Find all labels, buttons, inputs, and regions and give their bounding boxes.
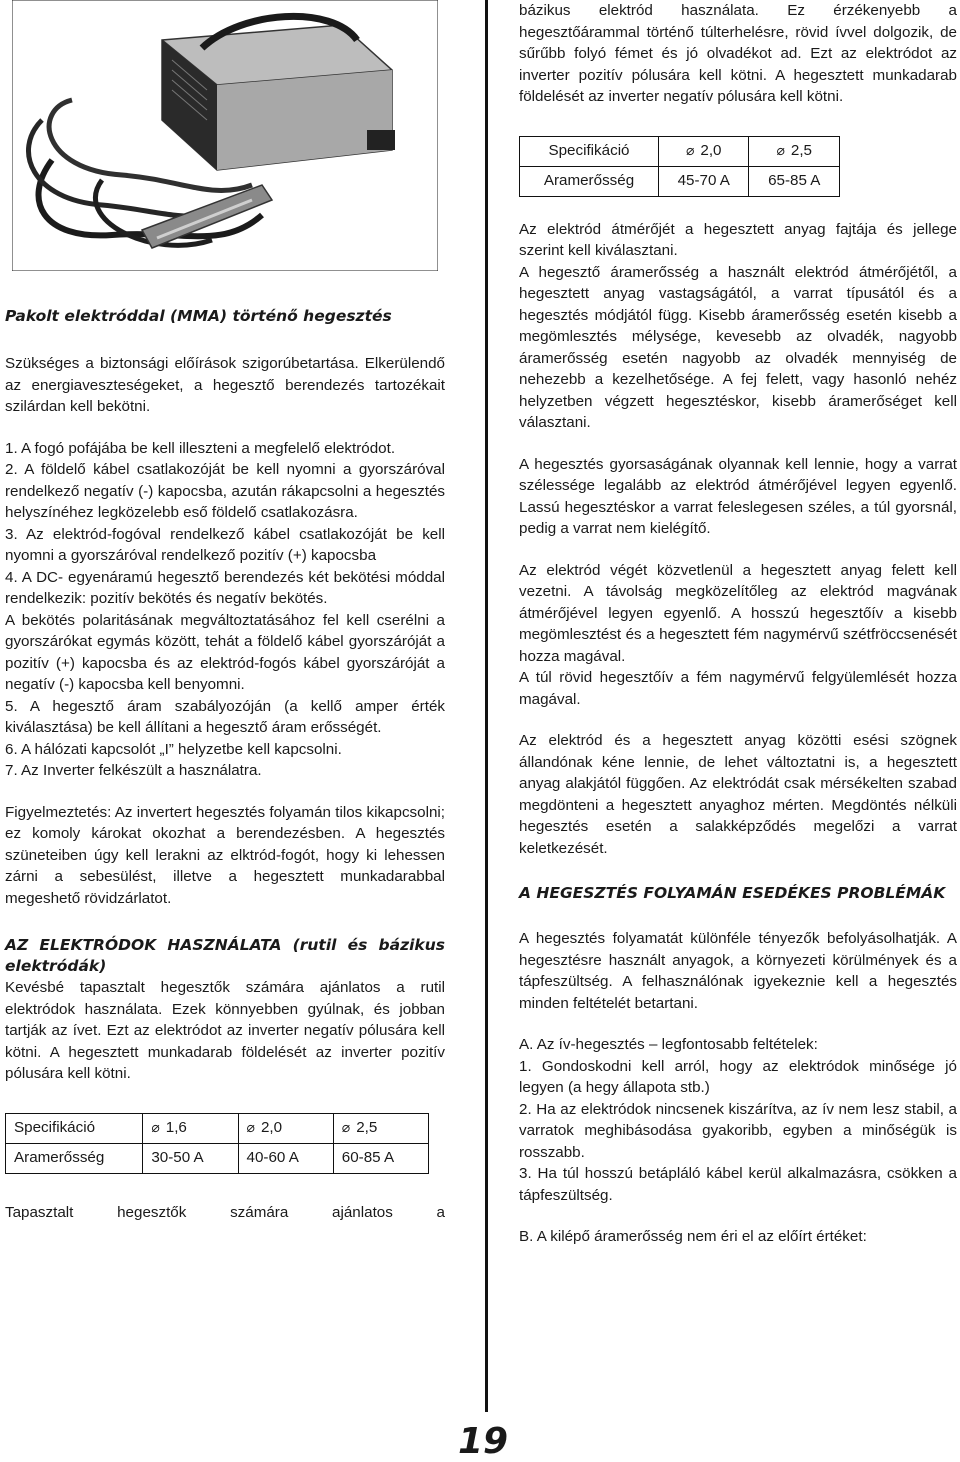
list-item: 3. Ha túl hosszú betápláló kábel kerül alkalmazásra, csökken a tápfeszültség. xyxy=(519,1165,957,1204)
section-b-title: B. A kilépő áramerősség nem éri el az előírt értéket: xyxy=(519,1228,867,1245)
step-3: 3. Az elektród-fogóval rendelkező kábel csatlakozóját be kell nyomni a gyorszáróval rendelkező pozitív (+) kapocsba xyxy=(5,525,445,564)
polarity-note: A bekötés polaritásának megváltoztatásához fel kell cserélni a gyorszárókat egymás között, tehát a földelő kábel gyorszáróját a pozitív (+) kapocsba és az elektród-fogós kábel gyorszáróját a negatív (-) kapocsba kell benyomni. xyxy=(5,611,445,693)
rutil-text: Kevésbé tapasztalt hegesztők számára ajánlatos a rutil elektródok használata. Ezek könnyebben gyúlnak, és jobban tartják az ívet. Ezt az elektródot az inverter negatív pólusára kell kötni. A hegesztett munkadarab földelését az inverter pozitív pólusára kell kötni. xyxy=(5,979,445,1082)
table-row xyxy=(6,1113,429,1143)
step-2: 2. A földelő kábel csatlakozóját be kell nyomni a gyorszáróval rendelkező negatív (-) kapocsba, azután rákapcsolni a hegesztés helyszínéhez legközelebb eső földelő csatlakozásra. xyxy=(5,461,445,521)
problems-heading: A HEGESZTÉS FOLYAMÁN ESEDÉKES PROBLÉMÁK xyxy=(519,884,946,902)
mma-intro: Szükséges a biztonsági előírások szigorúbetartása. Elkerülendő az energiaveszteségeket, a hegesztő berendezés tartozékait szilárdan kell bekötni. xyxy=(5,355,445,415)
diameter-icon: ⌀ xyxy=(151,1119,160,1136)
table-cell: 60-85 A xyxy=(333,1143,428,1173)
paragraph: A túl rövid hegesztőív a fém nagymérvű felgyülemlését hozza magával. xyxy=(519,669,957,708)
table-cell: ⌀ 2,5 xyxy=(333,1113,428,1143)
tail-text: Tapasztalt hegesztők számára ajánlatos a xyxy=(5,1203,445,1221)
step-5: 5. A hegesztő áram szabályozóján (a kellő amper érték kiválasztása) be kell állítani a hegesztő áram erősségét. xyxy=(5,697,445,736)
warning-text: Figyelmeztetés: Az invertert hegesztés folyamán tilos kikapcsolni; ez komoly károkat okozhat a berendezésben. A hegesztés szüneteiben úgy kell lerakni az elktród-fogót, hogy ki lehessen zárni a sebesülést, illetve a hegesztett munkadarabbal megeshető rövidzárlatot. xyxy=(5,803,445,907)
column-divider xyxy=(485,0,488,1412)
table-cell: Specifikáció xyxy=(6,1113,143,1143)
mma-heading: Pakolt elektróddal (MMA) történő hegesztés xyxy=(5,307,392,325)
table-cell: Specifikáció xyxy=(520,136,659,166)
table-cell: Aramerősség xyxy=(520,166,659,196)
page-number: 19 xyxy=(458,1421,509,1462)
section-a-title: A. Az ív-hegesztés – legfontosabb feltételek: xyxy=(519,1036,818,1053)
spec-table-bazikus xyxy=(519,136,840,197)
step-6: 6. A hálózati kapcsolót „I” helyzetbe kell kapcsolni. xyxy=(5,740,342,758)
diameter-icon: ⌀ xyxy=(685,142,695,159)
bazikus-text: bázikus elektród használata. Ez érzékenyebb a hegesztőárammal történő túlterhelésre, rövid ívvel dolgozik, de sűrűbb folyó fémet és jó olvadékot ad. Ezt az elektródot az inverter pozitív pólusára kell kötni. A hegesztett munkadarab földelését az inverter negatív pólusára kell kötni. xyxy=(519,2,957,105)
table-row xyxy=(520,166,840,196)
table-cell: ⌀ 1,6 xyxy=(143,1113,238,1143)
step-7: 7. Az Inverter felkészült a használatra. xyxy=(5,762,262,779)
paragraph: A hegesztő áramerősség a használt elektród átmérőjétől, a hegesztett anyag vastagságától, a varrat típusától és a hegesztés módjától függ. Kisebb áramerősség esetén kisebb a megömlesztés mélysége, kevesebb az olvadék, nagyobb áramerősség esetén nagyobb az olvadék mennyiség de nehezebb a kezelhetősége. A fej felett, vagy hasonló nehéz helyzetben végzett hegesztéskor, kisebb áramerőséget kell választani. xyxy=(519,263,957,431)
paragraph: A hegesztés folyamatát különféle tényezők befolyásolhatják. A hegesztésre használt anyagok, a környezeti körülmények és a tápfeszültség. A felhasználónak igyekeznie kell a hegesztés minden feltételét betartani. xyxy=(519,930,957,1012)
table-row xyxy=(520,136,840,166)
paragraph: A hegesztés gyorsaságának olyannak kell lennie, hogy a varrat szélessége legalább az elektród átmérőjével legyen egyenlő. Lassú hegesztéskor a varrat feleslegesen széles, a túl gyorsnál, pedig a varrat nem kielégítő. xyxy=(519,455,957,537)
electrodes-heading: AZ ELEKTRÓDOK HASZNÁLATA (rutil és bázikus elektródák) xyxy=(5,936,445,975)
paragraph: Az elektród végét közvetlenül a hegesztett anyag felett kell vezetni. A távolság megközelítőleg az elektród magvának átmérőjével legyen egyenlő. A hosszú hegesztőív a kisebb megömlesztést és a hegesztett fém nagymérvű szétfröccsenését hozza magával. xyxy=(519,561,957,665)
table-cell: ⌀ 2,5 xyxy=(749,136,840,166)
diameter-icon: ⌀ xyxy=(776,142,785,159)
paragraph: Az elektród és a hegesztett anyag közötti esési szögnek állandónak kéne lennie, de lehet változtatni is, a hegesztett anyag alakjától függően. Az elektródát csak mérsékelten szabad megdönteni a hegesztett anyaghoz mérten. Megdöntés nélküli hegesztés esetén a salakképződés megelőzi a varrat keletkezését. xyxy=(519,732,957,857)
table-cell: ⌀ 2,0 xyxy=(659,136,749,166)
diameter-icon: ⌀ xyxy=(341,1119,351,1136)
table-cell: 40-60 A xyxy=(238,1143,333,1173)
table-row xyxy=(6,1143,429,1173)
table-cell: Aramerősség xyxy=(6,1143,143,1173)
table-cell: 30-50 A xyxy=(143,1143,238,1173)
table-cell: 65-85 A xyxy=(749,166,840,196)
welder-photo xyxy=(12,0,438,271)
list-item: 2. Ha az elektródok nincsenek kiszárítva, az ív nem lesz stabil, a varratok meghibásodása gyakoribb, egyben a minőségük is rosszabb. xyxy=(519,1100,957,1161)
right-column xyxy=(519,0,957,1248)
step-1: 1. A fogó pofájába be kell illeszteni a megfelelő elektródot. xyxy=(5,439,396,457)
step-4: 4. A DC- egyenáramú hegesztő berendezés két bekötési móddal rendelkezik: pozitív bekötés és negatív bekötés. xyxy=(5,568,445,607)
diameter-icon: ⌀ xyxy=(246,1119,255,1136)
spec-table-rutil xyxy=(5,1113,429,1174)
list-item: 1. Gondoskodni kell arról, hogy az elektródok minősége jó legyen (a hegy állapota stb.) xyxy=(519,1057,957,1096)
table-cell: ⌀ 2,0 xyxy=(238,1113,333,1143)
paragraph: Az elektród átmérőjét a hegesztett anyag fajtája és jellege szerint kell kiválasztani. xyxy=(519,220,957,259)
table-cell: 45-70 A xyxy=(659,166,749,196)
